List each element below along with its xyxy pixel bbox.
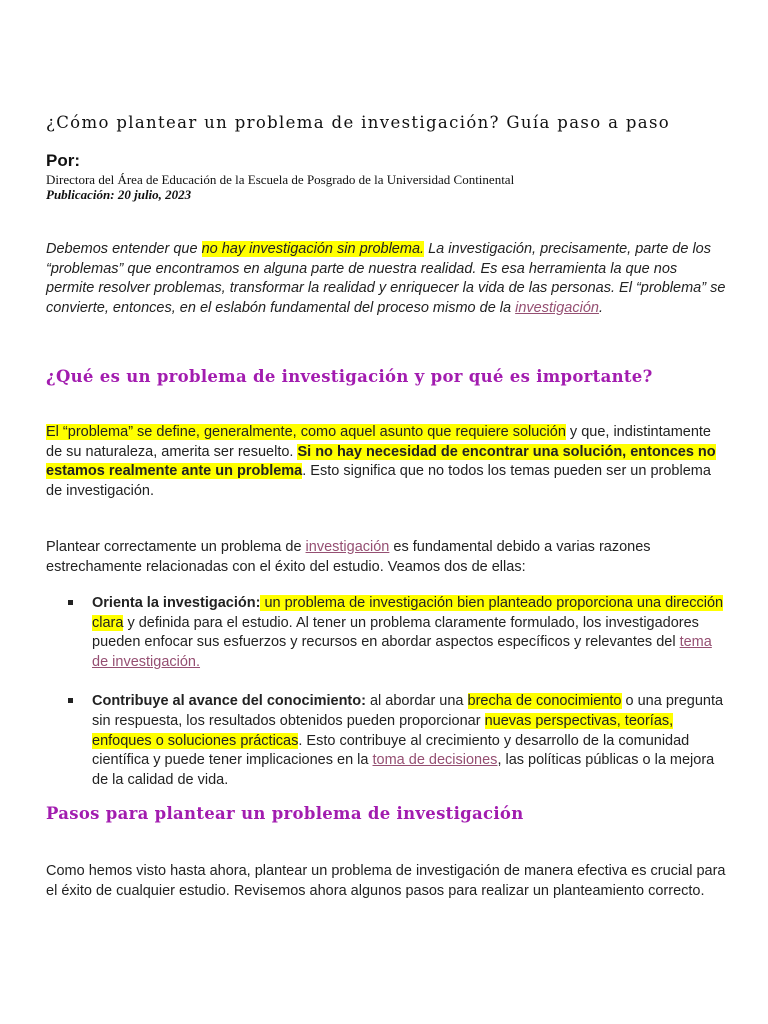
list-item <box>46 692 726 790</box>
intro-text-a: Debemos entender que <box>46 241 202 257</box>
reason-1-text: y definida para el estudio. Al tener un problema claramente formulado, los investigadores pueden enfocar sus esfuerzos y recursos en abordar aspectos específicos y relevantes del <box>92 614 699 651</box>
reason-1-title: Orienta la investigación: <box>92 595 261 611</box>
list-item <box>46 594 726 672</box>
importance-text-b: es fundamental debido a varias razones estrechamente relacionadas con el éxito del estudio. Veamos dos de ellas: <box>46 539 651 575</box>
square-bullet-icon <box>68 600 73 605</box>
reasons-list <box>46 594 726 790</box>
definition-bold-highlight: Si no hay necesidad de encontrar una solución, entonces no estamos realmente ante un problema <box>46 443 716 480</box>
definition-text-b: . Esto significa que no todos los temas pueden ser un problema de investigación. <box>46 463 711 499</box>
reason-2-text-c: . Esto contribuye al crecimiento y desarrollo de la comunidad científica y puede tener implicaciones en la <box>92 732 690 769</box>
reason-2-highlight-1: brecha de conocimiento <box>467 693 622 710</box>
definition-paragraph <box>46 423 726 501</box>
steps-intro-paragraph: Como hemos visto hasta ahora, plantear un problema de investigación de manera efectiva es crucial para el éxito de cualquier estudio. Revisemos ahora algunos pasos para realizar un planteamiento correcto. <box>46 863 726 899</box>
tema-investigacion-link[interactable]: tema de investigación. <box>92 634 712 670</box>
section-heading-steps: Pasos para plantear un problema de investigación <box>46 804 524 823</box>
intro-highlight: no hay investigación sin problema. <box>201 241 425 257</box>
reason-2-text-b: o una pregunta sin respuesta, los resultados obtenidos pueden proporcionar <box>92 693 724 729</box>
reason-2-highlight-2: nuevas perspectivas, teorías, enfoques o soluciones prácticas <box>92 712 674 749</box>
reason-1-highlight: un problema de investigación bien planteado proporciona una dirección clara <box>92 595 724 631</box>
toma-decisiones-link[interactable]: toma de decisiones <box>372 752 498 769</box>
publication-date: Publicación: 20 julio, 2023 <box>46 187 192 202</box>
definition-text-a: y que, indistintamente de su naturaleza, amerita ser resuelto. <box>46 424 711 460</box>
square-bullet-icon <box>68 698 73 703</box>
importance-paragraph <box>46 538 726 577</box>
investigacion-link[interactable]: investigación <box>515 299 599 316</box>
document-title: ¿Cómo plantear un problema de investigación? Guía paso a paso <box>46 113 671 132</box>
importance-text-a: Plantear correctamente un problema de <box>46 539 306 555</box>
byline-author: Directora del Área de Educación de la Escuela de Posgrado de la Universidad Continental <box>46 172 515 187</box>
section-heading-what-is: ¿Qué es un problema de investigación y por qué es importante? <box>46 367 653 386</box>
definition-highlight: El “problema” se define, generalmente, como aquel asunto que requiere solución <box>46 424 566 440</box>
reason-2-title: Contribuye al avance del conocimiento: <box>92 693 366 710</box>
investigacion-link-2[interactable]: investigación <box>305 539 390 555</box>
byline-label: Por: <box>46 151 80 170</box>
intro-paragraph <box>46 240 726 318</box>
intro-text-end: . <box>598 299 603 316</box>
reason-2-text-d: , las políticas públicas o la mejora de la calidad de vida. <box>92 752 715 788</box>
intro-text-b: La investigación, precisamente, parte de los “problemas” que encontramos en alguna parte de nuestra realidad. Es esa herramienta la que nos permite resolver problemas, transformar la realidad y enriquecer la vida de las personas. El “problema” se convierte, entonces, en el eslabón fundamental del proceso mismo de la <box>46 241 726 316</box>
reason-2-text-a: al abordar una <box>365 693 468 710</box>
